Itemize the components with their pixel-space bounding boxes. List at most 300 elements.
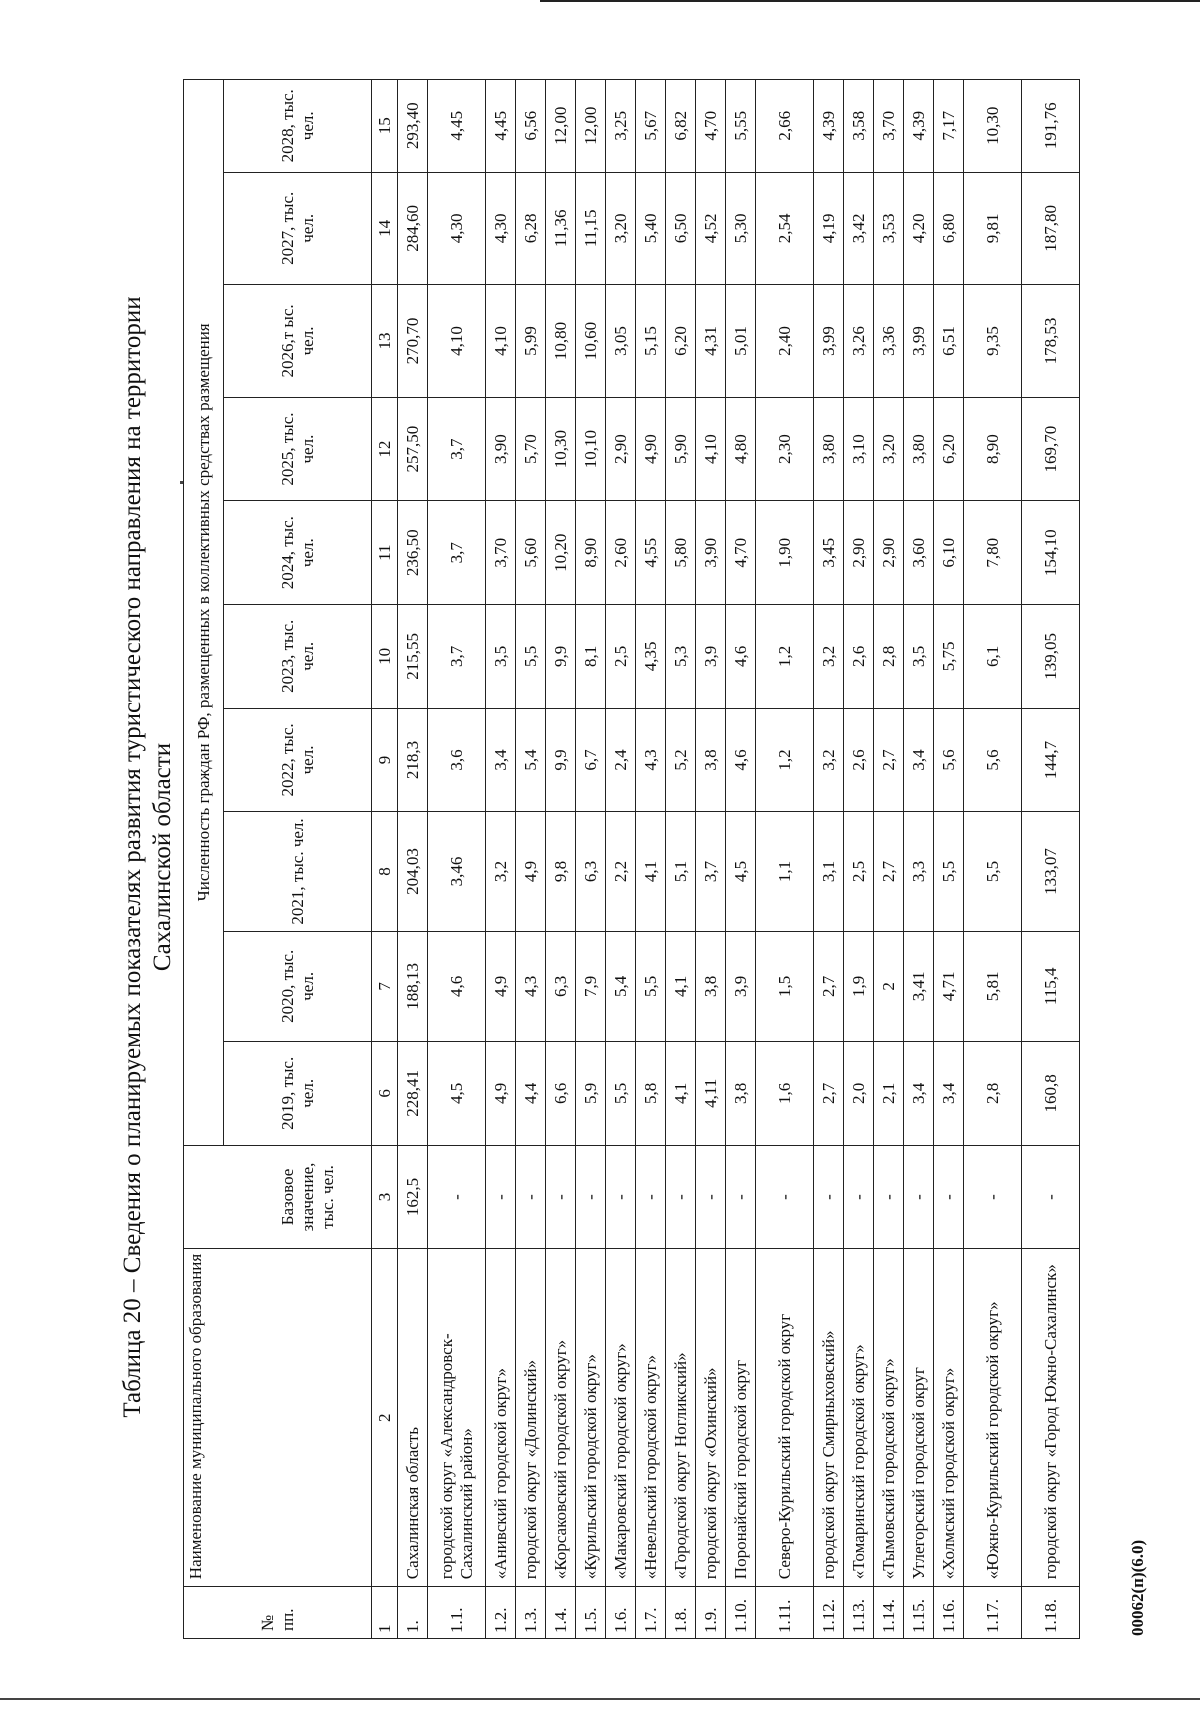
row-year-value: 8,90	[964, 397, 1022, 501]
row-year-value: 5,75	[934, 605, 964, 709]
row-base-value: -	[606, 1145, 636, 1249]
row-number: 1.16.	[934, 1587, 964, 1639]
row-year-value: 3,70	[874, 80, 904, 173]
row-base-value: -	[696, 1145, 726, 1249]
row-base-value: -	[428, 1145, 486, 1249]
column-number: 6	[372, 1042, 398, 1146]
row-year-value: 5,55	[726, 80, 756, 173]
row-year-value: 9,35	[964, 285, 1022, 398]
row-year-value: 9,8	[546, 812, 576, 931]
row-year-value: 3,46	[428, 812, 486, 931]
row-year-value: 5,6	[934, 708, 964, 812]
row-year-value: 4,52	[696, 172, 726, 285]
header-year: 2020, тыс. чел.	[224, 931, 372, 1041]
row-year-value: 2,90	[844, 501, 874, 605]
header-year: 2021, тыс. чел.	[224, 812, 372, 931]
row-year-value: 2,7	[874, 708, 904, 812]
table-body	[398, 80, 1080, 1639]
row-year-value: 115,4	[1022, 931, 1080, 1041]
row-year-value: 154,10	[1022, 501, 1080, 605]
table-row	[726, 80, 756, 1639]
row-name: «Городской округ Ногликский»	[666, 1249, 696, 1587]
row-base-value: -	[636, 1145, 666, 1249]
table-row	[486, 80, 516, 1639]
table-row	[516, 80, 546, 1639]
row-year-value: 2,5	[606, 605, 636, 709]
row-year-value: 3,4	[486, 708, 516, 812]
row-year-value: 139,05	[1022, 605, 1080, 709]
title-line-2: Сахалинской области	[149, 742, 176, 972]
row-year-value: 4,6	[726, 605, 756, 709]
row-year-value: 1,1	[756, 812, 814, 931]
row-year-value: 3,4	[904, 708, 934, 812]
column-number: 14	[372, 172, 398, 285]
row-year-value: 10,30	[964, 80, 1022, 173]
row-year-value: 3,2	[814, 708, 844, 812]
row-year-value: 6,80	[934, 172, 964, 285]
table-row	[904, 80, 934, 1639]
header-year: 2022, тыс. чел.	[224, 708, 372, 812]
row-year-value: 3,8	[696, 931, 726, 1041]
row-name: Поронайский городской округ	[726, 1249, 756, 1587]
row-number: 1.11.	[756, 1587, 814, 1639]
table-row	[814, 80, 844, 1639]
table-row	[934, 80, 964, 1639]
row-number: 1.15.	[904, 1587, 934, 1639]
row-year-value: 6,28	[516, 172, 546, 285]
row-year-value: 3,7	[696, 812, 726, 931]
document-code: 00062(п)(6.0)	[1128, 1539, 1147, 1636]
row-year-value: 3,2	[814, 605, 844, 709]
row-year-value: 4,10	[428, 285, 486, 398]
row-base-value: -	[516, 1145, 546, 1249]
row-base-value: -	[964, 1145, 1022, 1249]
row-year-value: 2,40	[756, 285, 814, 398]
row-year-value: 6,20	[666, 285, 696, 398]
row-year-value: 5,70	[516, 397, 546, 501]
row-year-value: 10,10	[576, 397, 606, 501]
row-year-value: 9,9	[546, 605, 576, 709]
row-year-value: 5,2	[666, 708, 696, 812]
row-year-value: 2,7	[814, 931, 844, 1041]
row-year-value: 6,3	[546, 931, 576, 1041]
row-name: «Томаринский городской округ»	[844, 1249, 874, 1587]
row-number: 1.18.	[1022, 1587, 1080, 1639]
row-year-value: 11,15	[576, 172, 606, 285]
row-year-value: 3,5	[904, 605, 934, 709]
row-base-value: -	[726, 1145, 756, 1249]
row-year-value: 2,7	[874, 812, 904, 931]
row-year-value: 3,41	[904, 931, 934, 1041]
row-year-value: 5,40	[636, 172, 666, 285]
row-year-value: 8,90	[576, 501, 606, 605]
row-number: 1.13.	[844, 1587, 874, 1639]
row-name: Северо-Курильский городской округ	[756, 1249, 814, 1587]
row-number: 1.2.	[486, 1587, 516, 1639]
row-name: Сахалинская область	[398, 1249, 428, 1587]
row-year-value: 5,4	[516, 708, 546, 812]
row-year-value: 2,6	[844, 605, 874, 709]
row-year-value: 3,70	[486, 501, 516, 605]
row-name: Углегорский городской округ	[904, 1249, 934, 1587]
row-year-value: 3,90	[696, 501, 726, 605]
row-year-value: 228,41	[398, 1042, 428, 1146]
row-year-value: 4,35	[636, 605, 666, 709]
row-year-value: 4,70	[696, 80, 726, 173]
row-year-value: 4,1	[636, 812, 666, 931]
row-year-value: 3,53	[874, 172, 904, 285]
row-year-value: 4,19	[814, 172, 844, 285]
row-year-value: 3,3	[904, 812, 934, 931]
row-year-value: 3,8	[696, 708, 726, 812]
row-number: 1.1.	[428, 1587, 486, 1639]
row-year-value: 1,2	[756, 605, 814, 709]
row-year-value: 4,71	[934, 931, 964, 1041]
row-year-value: 6,20	[934, 397, 964, 501]
row-year-value: 2,2	[606, 812, 636, 931]
row-year-value: 3,90	[486, 397, 516, 501]
column-number: 15	[372, 80, 398, 173]
row-year-value: 133,07	[1022, 812, 1080, 931]
row-year-value: 2,4	[606, 708, 636, 812]
row-year-value: 160,8	[1022, 1042, 1080, 1146]
row-year-value: 5,81	[964, 931, 1022, 1041]
row-number: 1.14.	[874, 1587, 904, 1639]
column-number: 3	[372, 1145, 398, 1249]
row-year-value: 4,11	[696, 1042, 726, 1146]
row-year-value: 4,9	[516, 812, 546, 931]
table-row	[964, 80, 1022, 1639]
row-base-value: -	[874, 1145, 904, 1249]
row-year-value: 3,7	[428, 501, 486, 605]
row-year-value: 5,60	[516, 501, 546, 605]
row-year-value: 3,80	[814, 397, 844, 501]
row-base-value: -	[576, 1145, 606, 1249]
row-year-value: 257,50	[398, 397, 428, 501]
row-year-value: 4,70	[726, 501, 756, 605]
row-year-value: 2,6	[844, 708, 874, 812]
row-year-value: 5,8	[636, 1042, 666, 1146]
row-year-value: 10,60	[576, 285, 606, 398]
row-year-value: 3,9	[726, 931, 756, 1041]
row-name: «Невельский городской округ»	[636, 1249, 666, 1587]
row-year-value: 5,90	[666, 397, 696, 501]
header-group: Численность граждан РФ, размещенных в коллективных средствах размещения	[184, 80, 224, 1146]
row-year-value: 5,5	[516, 605, 546, 709]
row-base-value: -	[844, 1145, 874, 1249]
row-number: 1.8.	[666, 1587, 696, 1639]
row-number: 1.17.	[964, 1587, 1022, 1639]
row-name: «Анивский городской округ»	[486, 1249, 516, 1587]
row-year-value: 1,6	[756, 1042, 814, 1146]
header-num: № пп.	[184, 1587, 372, 1639]
row-year-value: 7,80	[964, 501, 1022, 605]
scan-speck	[180, 481, 183, 484]
row-year-value: 178,53	[1022, 285, 1080, 398]
column-number: 12	[372, 397, 398, 501]
row-year-value: 191,76	[1022, 80, 1080, 173]
row-year-value: 2,30	[756, 397, 814, 501]
header-year: 2027, тыс. чел.	[224, 172, 372, 285]
table-row	[1022, 80, 1080, 1639]
row-year-value: 4,6	[428, 931, 486, 1041]
table-title	[118, 92, 178, 1622]
row-year-value: 10,30	[546, 397, 576, 501]
row-year-value: 5,4	[606, 931, 636, 1041]
column-number: 13	[372, 285, 398, 398]
column-number: 10	[372, 605, 398, 709]
row-year-value: 3,20	[606, 172, 636, 285]
row-year-value: 6,50	[666, 172, 696, 285]
row-year-value: 3,45	[814, 501, 844, 605]
row-year-value: 3,05	[606, 285, 636, 398]
row-base-value: -	[666, 1145, 696, 1249]
row-year-value: 4,45	[486, 80, 516, 173]
table-row	[606, 80, 636, 1639]
row-year-value: 6,51	[934, 285, 964, 398]
row-year-value: 2,8	[874, 605, 904, 709]
row-year-value: 3,7	[428, 605, 486, 709]
row-year-value: 3,5	[486, 605, 516, 709]
row-name: городской округ «Александровск-Сахалинский район»	[428, 1249, 486, 1587]
row-year-value: 3,8	[726, 1042, 756, 1146]
row-year-value: 5,15	[636, 285, 666, 398]
row-year-value: 2	[874, 931, 904, 1041]
row-year-value: 144,7	[1022, 708, 1080, 812]
row-year-value: 169,70	[1022, 397, 1080, 501]
column-number: 7	[372, 931, 398, 1041]
row-year-value: 6,82	[666, 80, 696, 173]
row-number: 1.9.	[696, 1587, 726, 1639]
row-year-value: 1,2	[756, 708, 814, 812]
row-year-value: 9,9	[546, 708, 576, 812]
row-year-value: 4,90	[636, 397, 666, 501]
row-year-value: 3,26	[844, 285, 874, 398]
row-year-value: 5,5	[964, 812, 1022, 931]
row-year-value: 3,4	[934, 1042, 964, 1146]
row-year-value: 4,9	[486, 1042, 516, 1146]
column-number: 9	[372, 708, 398, 812]
row-year-value: 4,9	[486, 931, 516, 1041]
row-number: 1.12.	[814, 1587, 844, 1639]
row-year-value: 5,5	[606, 1042, 636, 1146]
row-year-value: 3,2	[486, 812, 516, 931]
row-year-value: 12,00	[576, 80, 606, 173]
header-year: 2019, тыс. чел.	[224, 1042, 372, 1146]
table-row	[576, 80, 606, 1639]
table-row	[666, 80, 696, 1639]
row-year-value: 3,99	[814, 285, 844, 398]
row-year-value: 10,20	[546, 501, 576, 605]
row-year-value: 284,60	[398, 172, 428, 285]
column-number: 11	[372, 501, 398, 605]
row-year-value: 3,1	[814, 812, 844, 931]
row-year-value: 5,5	[934, 812, 964, 931]
row-year-value: 293,40	[398, 80, 428, 173]
header-year: 2024, тыс. чел.	[224, 501, 372, 605]
table-row	[398, 80, 428, 1639]
row-year-value: 188,13	[398, 931, 428, 1041]
row-name: городской округ Смирныховский»	[814, 1249, 844, 1587]
column-number: 1	[372, 1587, 398, 1639]
column-numbers-row	[372, 80, 398, 1639]
row-year-value: 218,3	[398, 708, 428, 812]
row-year-value: 5,1	[666, 812, 696, 931]
row-name: «Курильский городской округ»	[576, 1249, 606, 1587]
row-year-value: 5,99	[516, 285, 546, 398]
row-year-value: 4,1	[666, 1042, 696, 1146]
row-number: 1.4.	[546, 1587, 576, 1639]
row-number: 1.3.	[516, 1587, 546, 1639]
row-base-value: -	[756, 1145, 814, 1249]
row-year-value: 5,80	[666, 501, 696, 605]
row-year-value: 3,4	[904, 1042, 934, 1146]
row-year-value: 4,5	[428, 1042, 486, 1146]
row-year-value: 3,42	[844, 172, 874, 285]
row-year-value: 3,25	[606, 80, 636, 173]
row-year-value: 4,31	[696, 285, 726, 398]
row-year-value: 4,39	[904, 80, 934, 173]
row-year-value: 187,80	[1022, 172, 1080, 285]
row-year-value: 3,99	[904, 285, 934, 398]
row-name: городской округ «Охинский»	[696, 1249, 726, 1587]
row-year-value: 9,81	[964, 172, 1022, 285]
row-number: 1.	[398, 1587, 428, 1639]
row-year-value: 2,5	[844, 812, 874, 931]
row-year-value: 4,30	[428, 172, 486, 285]
table-row	[546, 80, 576, 1639]
row-year-value: 2,7	[814, 1042, 844, 1146]
row-year-value: 5,01	[726, 285, 756, 398]
row-year-value: 3,10	[844, 397, 874, 501]
row-year-value: 6,3	[576, 812, 606, 931]
row-name: «Тымовский городской округ»	[874, 1249, 904, 1587]
row-year-value: 4,80	[726, 397, 756, 501]
row-year-value: 2,66	[756, 80, 814, 173]
header-base	[184, 1145, 372, 1249]
header-year: 2026,т ыс. чел.	[224, 285, 372, 398]
row-year-value: 2,54	[756, 172, 814, 285]
row-base-value: -	[1022, 1145, 1080, 1249]
row-year-value: 4,10	[486, 285, 516, 398]
row-year-value: 4,45	[428, 80, 486, 173]
row-year-value: 3,20	[874, 397, 904, 501]
row-year-value: 2,90	[606, 397, 636, 501]
row-year-value: 8,1	[576, 605, 606, 709]
row-year-value: 3,60	[904, 501, 934, 605]
column-number: 2	[372, 1249, 398, 1587]
row-year-value: 2,0	[844, 1042, 874, 1146]
row-year-value: 3,9	[696, 605, 726, 709]
table-row	[428, 80, 486, 1639]
row-name: «Холмский городской округ»	[934, 1249, 964, 1587]
header-year: 2025, тыс. чел.	[224, 397, 372, 501]
row-year-value: 4,6	[726, 708, 756, 812]
row-year-value: 236,50	[398, 501, 428, 605]
row-year-value: 2,1	[874, 1042, 904, 1146]
column-number: 8	[372, 812, 398, 931]
row-year-value: 3,80	[904, 397, 934, 501]
table-row	[636, 80, 666, 1639]
row-base-value: -	[904, 1145, 934, 1249]
title-line-1: Таблица 20 – Сведения о планируемых показателях развития туристического направления на территории	[119, 296, 146, 1418]
row-year-value: 4,1	[666, 931, 696, 1041]
row-year-value: 12,00	[546, 80, 576, 173]
row-base-value: 162,5	[398, 1145, 428, 1249]
row-year-value: 6,7	[576, 708, 606, 812]
row-name: «Южно-Курильский городской округ»	[964, 1249, 1022, 1587]
table-row	[756, 80, 814, 1639]
table-row	[696, 80, 726, 1639]
table-row	[874, 80, 904, 1639]
row-year-value: 7,9	[576, 931, 606, 1041]
row-year-value: 4,5	[726, 812, 756, 931]
row-year-value: 7,17	[934, 80, 964, 173]
table-row	[844, 80, 874, 1639]
row-base-value: -	[814, 1145, 844, 1249]
row-number: 1.10.	[726, 1587, 756, 1639]
header-base-label: Базовое значение, тыс. чел.	[277, 1162, 337, 1232]
row-year-value: 5,9	[576, 1042, 606, 1146]
row-year-value: 6,6	[546, 1042, 576, 1146]
row-number: 1.7.	[636, 1587, 666, 1639]
row-year-value: 3,58	[844, 80, 874, 173]
row-year-value: 4,20	[904, 172, 934, 285]
row-year-value: 4,30	[486, 172, 516, 285]
row-base-value: -	[546, 1145, 576, 1249]
row-year-value: 5,30	[726, 172, 756, 285]
row-year-value: 10,80	[546, 285, 576, 398]
row-year-value: 5,6	[964, 708, 1022, 812]
row-base-value: -	[486, 1145, 516, 1249]
row-number: 1.5.	[576, 1587, 606, 1639]
row-year-value: 1,90	[756, 501, 814, 605]
row-name: «Макаровский городской округ»	[606, 1249, 636, 1587]
row-year-value: 4,39	[814, 80, 844, 173]
row-base-value: -	[934, 1145, 964, 1249]
row-year-value: 2,90	[874, 501, 904, 605]
row-year-value: 6,1	[964, 605, 1022, 709]
row-name: «Корсаковский городской округ»	[546, 1249, 576, 1587]
row-year-value: 4,3	[516, 931, 546, 1041]
row-year-value: 6,56	[516, 80, 546, 173]
row-year-value: 5,3	[666, 605, 696, 709]
row-year-value: 2,60	[606, 501, 636, 605]
row-year-value: 3,6	[428, 708, 486, 812]
tourism-table	[183, 79, 1080, 1639]
row-year-value: 5,5	[636, 931, 666, 1041]
header-year: 2023, тыс. чел.	[224, 605, 372, 709]
row-year-value: 1,5	[756, 931, 814, 1041]
row-year-value: 270,70	[398, 285, 428, 398]
row-year-value: 4,10	[696, 397, 726, 501]
row-year-value: 215,55	[398, 605, 428, 709]
row-name: городской округ «Город Южно-Сахалинск»	[1022, 1249, 1080, 1587]
row-year-value: 4,4	[516, 1042, 546, 1146]
row-year-value: 11,36	[546, 172, 576, 285]
row-year-value: 5,67	[636, 80, 666, 173]
row-year-value: 3,36	[874, 285, 904, 398]
header-year: 2028, тыс. чел.	[224, 80, 372, 173]
row-year-value: 3,7	[428, 397, 486, 501]
row-year-value: 204,03	[398, 812, 428, 931]
header-name: Наименование муниципального образования	[184, 1249, 372, 1587]
row-year-value: 1,9	[844, 931, 874, 1041]
row-year-value: 4,3	[636, 708, 666, 812]
row-name: городской округ «Долинский»	[516, 1249, 546, 1587]
row-year-value: 6,10	[934, 501, 964, 605]
row-number: 1.6.	[606, 1587, 636, 1639]
